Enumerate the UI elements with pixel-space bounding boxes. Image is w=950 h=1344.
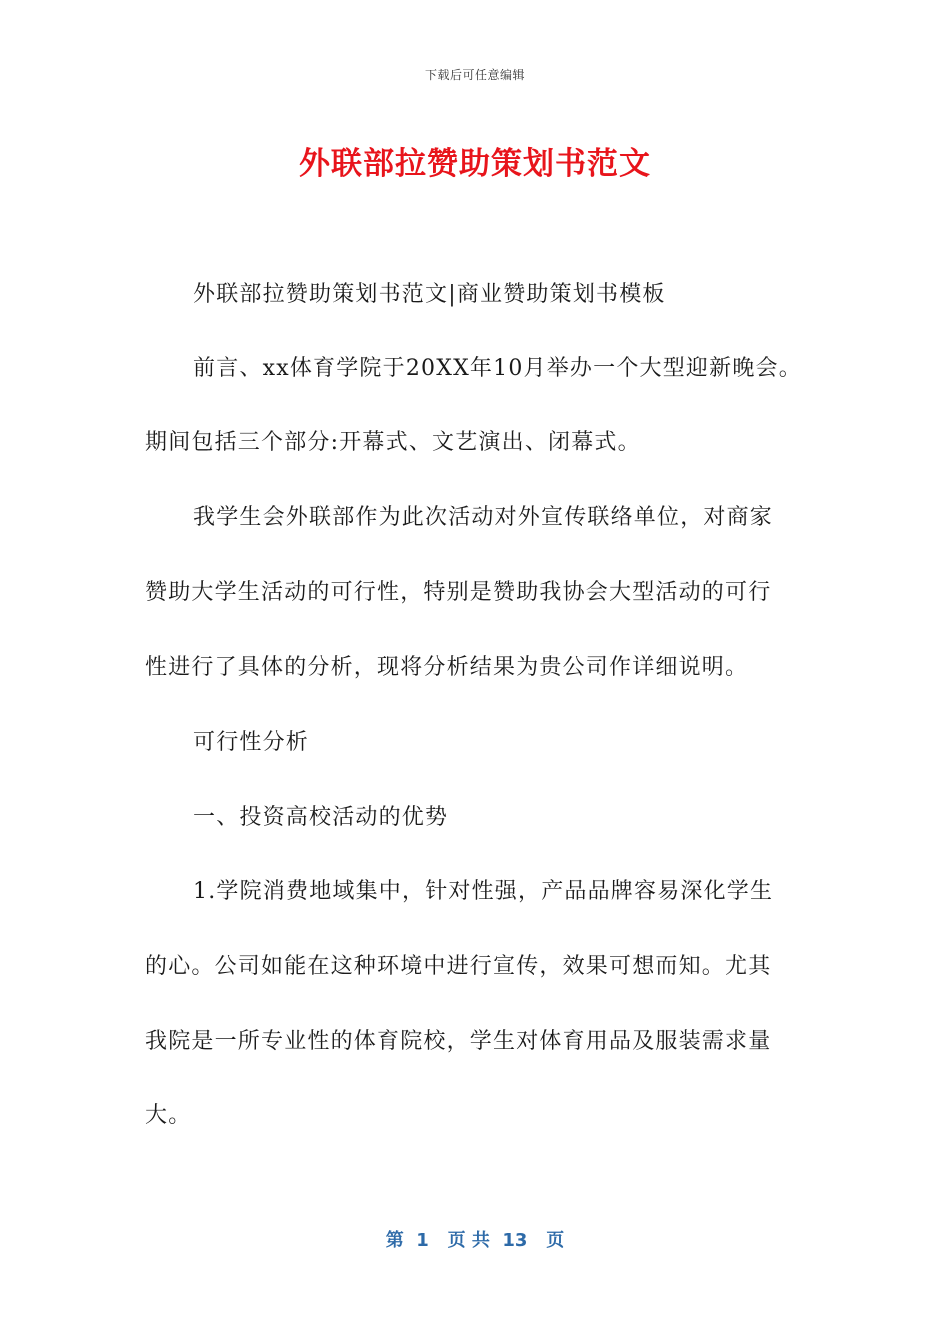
subsection-heading: 一、投资高校活动的优势 [193,805,449,830]
paragraph-line: 前言、xx体育学院于20XX年10月举办一个大型迎新晚会。 [193,356,802,381]
download-note: 下载后可任意编辑 [424,68,525,82]
paragraph-line: 性进行了具体的分析，现将分析结果为贵公司作详细说明。 [145,655,749,680]
paragraph-line: 大。 [145,1103,192,1128]
paragraph-line: 赞助大学生活动的可行性，特别是赞助我协会大型活动的可行 [145,580,772,605]
section-heading: 可行性分析 [193,730,310,755]
document-title: 外联部拉赞助策划书范文 [299,146,651,182]
paragraph-line: 我学生会外联部作为此次活动对外宣传联络单位，对商家 [193,505,774,530]
page-number-footer: 第 1 页 共 13 页 [385,1230,565,1251]
paragraph-line: 外联部拉赞助策划书范文|商业赞助策划书模板 [193,282,666,307]
paragraph-line: 我院是一所专业性的体育院校，学生对体育用品及服装需求量 [145,1029,772,1054]
paragraph-line: 的心。公司如能在这种环境中进行宣传，效果可想而知。尤其 [145,954,772,979]
paragraph-line: 期间包括三个部分:开幕式、文艺演出、闭幕式。 [145,430,641,455]
paragraph-line: 1.学院消费地域集中，针对性强，产品品牌容易深化学生 [193,879,774,904]
